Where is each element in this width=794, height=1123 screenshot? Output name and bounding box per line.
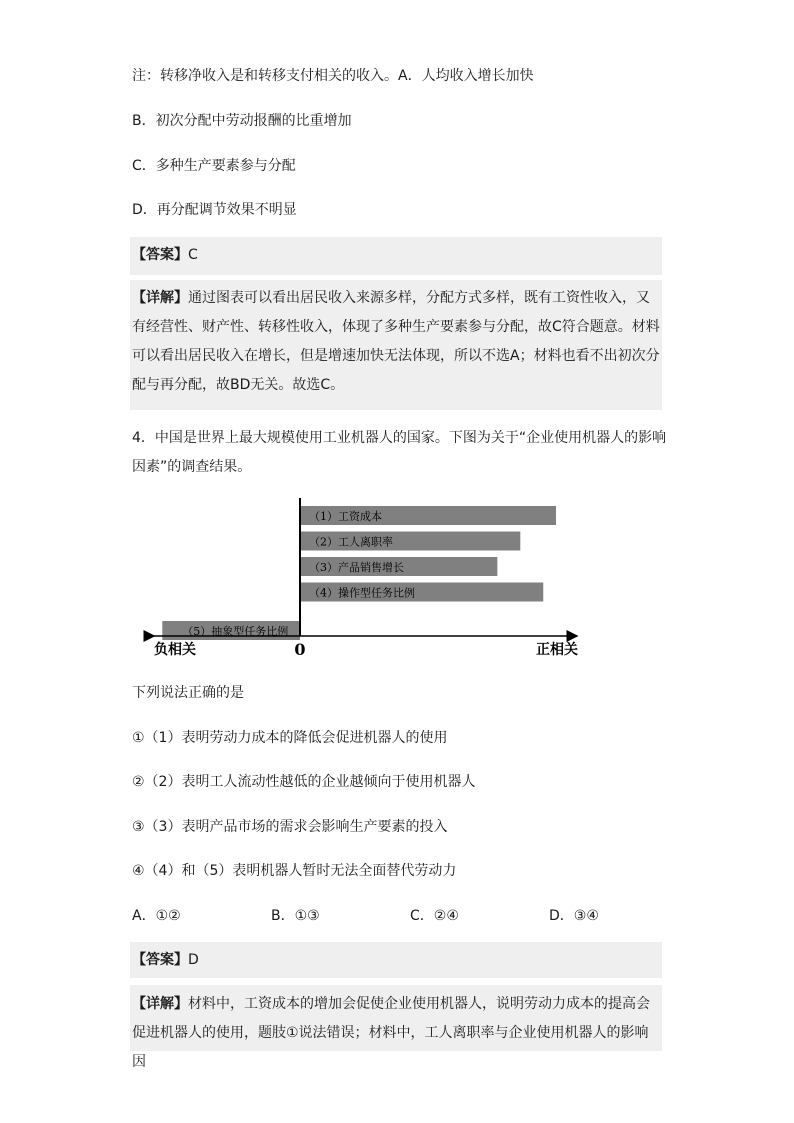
negative-label: 负相关 — [154, 642, 196, 658]
zero-label: 0 — [294, 640, 306, 659]
answer-label: 【答案】 — [132, 247, 188, 263]
bar-label-4: （4）操作型任务比例 — [309, 586, 415, 600]
choice-d: D．③④ — [549, 908, 599, 924]
prev-answer-box — [130, 237, 662, 275]
q4-analysis — [132, 990, 660, 1077]
answer-value: C — [188, 247, 198, 263]
analysis-label: 【详解】 — [132, 996, 188, 1012]
analysis-label: 【详解】 — [132, 290, 188, 306]
prev-analysis — [132, 284, 660, 400]
choice-b: B．①③ — [271, 908, 320, 924]
note-line: 注：转移净收入是和转移支付相关的收入。A．人均收入增长加快 — [132, 68, 534, 84]
q4-prompt: 下列说法正确的是 — [132, 685, 244, 701]
q4-answer — [132, 950, 199, 970]
statement-1: ①（1）表明劳动力成本的降低会促进机器人的使用 — [132, 730, 448, 746]
statement-4: ④（4）和（5）表明机器人暂时无法全面替代劳动力 — [132, 863, 457, 879]
q4-stem-line1: 4．中国是世界上最大规模使用工业机器人的国家。下图为关于“企业使用机器人的影响 — [132, 430, 667, 446]
prev-option-b: B．初次分配中劳动报酬的比重增加 — [132, 113, 352, 129]
statement-3: ③（3）表明产品市场的需求会影响生产要素的投入 — [132, 819, 448, 835]
prev-option-c: C．多种生产要素参与分配 — [132, 158, 296, 174]
bar-label-2: （2）工人离职率 — [309, 535, 393, 549]
answer-value: D — [188, 952, 199, 968]
q4-stem-line2: 因素”的调查结果。 — [132, 459, 252, 475]
bar-label-3: （3）产品销售增长 — [309, 561, 404, 574]
bar-label-5: （5）抽象型任务比例 — [182, 625, 289, 638]
prev-option-d: D．再分配调节效果不明显 — [132, 202, 297, 218]
prev-answer — [132, 245, 198, 265]
choice-a: A．①② — [132, 908, 181, 924]
bar-label-1: （1）工资成本 — [309, 510, 382, 523]
statement-2: ②（2）表明工人流动性越低的企业越倾向于使用机器人 — [132, 774, 476, 790]
q4-answer-box — [130, 942, 662, 978]
analysis-text: 材料中，工资成本的增加会促使企业使用机器人，说明劳动力成本的提高会促进机器人的使用，题肢①说法错误；材料中，工人离职率与企业使用机器人的影响因 — [132, 996, 650, 1070]
choice-c: C．②④ — [410, 908, 459, 924]
positive-label: 正相关 — [536, 642, 578, 658]
analysis-text: 通过图表可以看出居民收入来源多样，分配方式多样，既有工资性收入，又有经营性、财产性、转移性收入，体现了多种生产要素参与分配，故C符合题意。材料可以看出居民收入在增长，但是增速加快无法体现，所以不选A；材料也看不出初次分配与再分配，故BD无关。故选C。 — [132, 290, 660, 393]
answer-label: 【答案】 — [132, 952, 188, 968]
survey-chart — [140, 492, 600, 664]
